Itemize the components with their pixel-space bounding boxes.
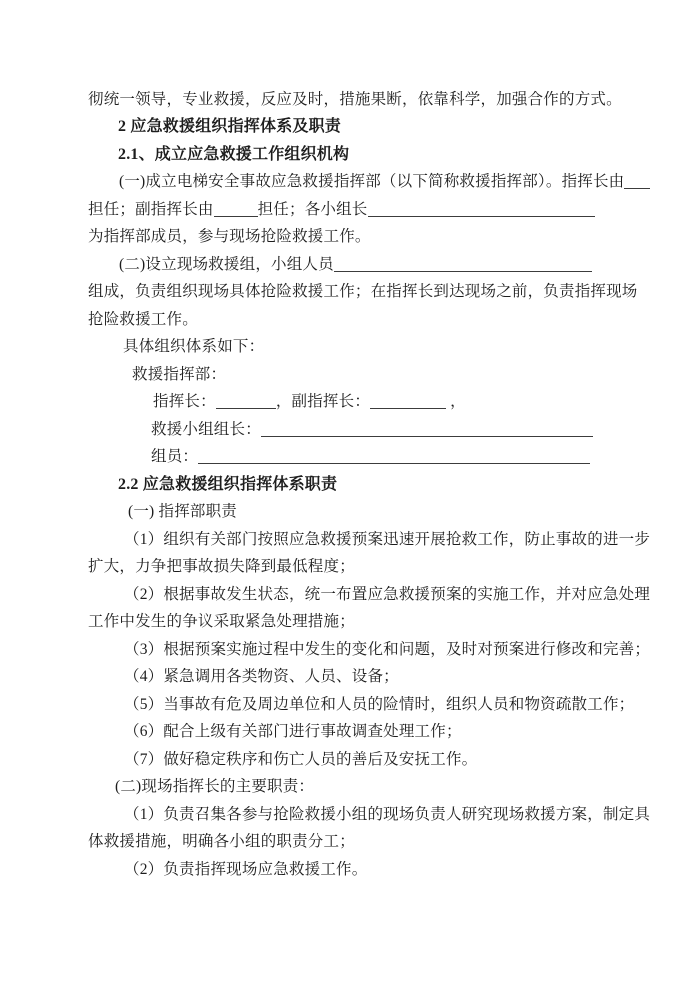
- doc-line: 体救援措施，明确各小组的职责分工；: [88, 833, 355, 850]
- fill-in-line: [261, 424, 593, 437]
- doc-line: [153, 390, 466, 413]
- doc-line: 为指挥部成员，参与现场抢险救援工作。: [88, 228, 371, 245]
- doc-line: （2）根据事故发生状态，统一布置应急救援预案的实施工作，并对应急处理: [124, 586, 651, 603]
- doc-line: [151, 445, 590, 468]
- doc-line: (一) 指挥部职责: [128, 503, 237, 520]
- line-text: 指挥长：: [153, 393, 216, 410]
- doc-line: 组成，负责组织现场具体抢险救援工作；在指挥长到达现场之前，负责指挥现场: [88, 283, 638, 300]
- doc-line: （6）配合上级有关部门进行事故调查处理工作；: [124, 723, 462, 740]
- paragraph-continuation-line: 彻统一领导，专业救援，反应及时，措施果断，依靠科学，加强合作的方式。: [88, 91, 622, 108]
- section-heading-2: 2 应急救援组织指挥体系及职责: [118, 118, 342, 135]
- doc-line: （7）做好稳定秩序和伤亡人员的善后及安抚工作。: [124, 751, 478, 768]
- doc-line: [151, 418, 593, 441]
- line-text: (一)成立电梯安全事故应急救援指挥部（以下简称救援指挥部）。指挥长由: [119, 173, 625, 190]
- fill-in-blank: [216, 396, 276, 409]
- line-text: 组员：: [151, 448, 199, 465]
- line-text: (二)设立现场救援组，小组人员: [119, 256, 334, 273]
- line-text: 担任；各小组长: [257, 201, 368, 218]
- line-text: 救援小组组长：: [151, 421, 261, 438]
- fill-in-blank: [370, 396, 446, 409]
- doc-line: 具体组织体系如下：: [123, 338, 265, 355]
- doc-line: （1）组织有关部门按照应急救援预案迅速开展抢救工作，防止事故的进一步: [124, 531, 651, 548]
- doc-line: 抢险救援工作。: [88, 311, 198, 328]
- line-text: 担任；副指挥长由: [88, 201, 214, 218]
- fill-in-line: [334, 259, 592, 272]
- section-heading-2-2: 2.2 应急救援组织指挥体系职责: [118, 476, 338, 493]
- doc-line: [88, 198, 595, 221]
- fill-in-line: [198, 451, 590, 464]
- fill-in-blank: [214, 204, 258, 217]
- doc-line: （4）紧急调用各类物资、人员、设备；: [124, 668, 399, 685]
- doc-line: 救援指挥部：: [132, 366, 227, 383]
- doc-line: （3）根据预案实施过程中发生的变化和问题，及时对预案进行修改和完善；: [124, 641, 651, 658]
- line-text: ，副指挥长：: [275, 393, 371, 410]
- line-text: ，: [446, 393, 466, 410]
- fill-in-line: [368, 204, 595, 217]
- doc-line: （2）负责指挥现场应急救援工作。: [124, 861, 368, 878]
- doc-line: 扩大，力争把事故损失降到最低程度；: [88, 558, 355, 575]
- doc-line: 工作中发生的争议采取紧急处理措施；: [88, 613, 355, 630]
- doc-line: （5）当事故有危及周边单位和人员的险情时，组织人员和物资疏散工作；: [124, 696, 635, 713]
- doc-line: [119, 253, 592, 276]
- doc-line: (二)现场指挥长的主要职责：: [115, 778, 315, 795]
- section-heading-2-1: 2.1、成立应急救援工作组织机构: [118, 146, 350, 163]
- doc-line: （1）负责召集各参与抢险救援小组的现场负责人研究现场救援方案，制定具: [124, 806, 651, 823]
- doc-line: [119, 170, 625, 193]
- fill-in-blank: [624, 176, 650, 189]
